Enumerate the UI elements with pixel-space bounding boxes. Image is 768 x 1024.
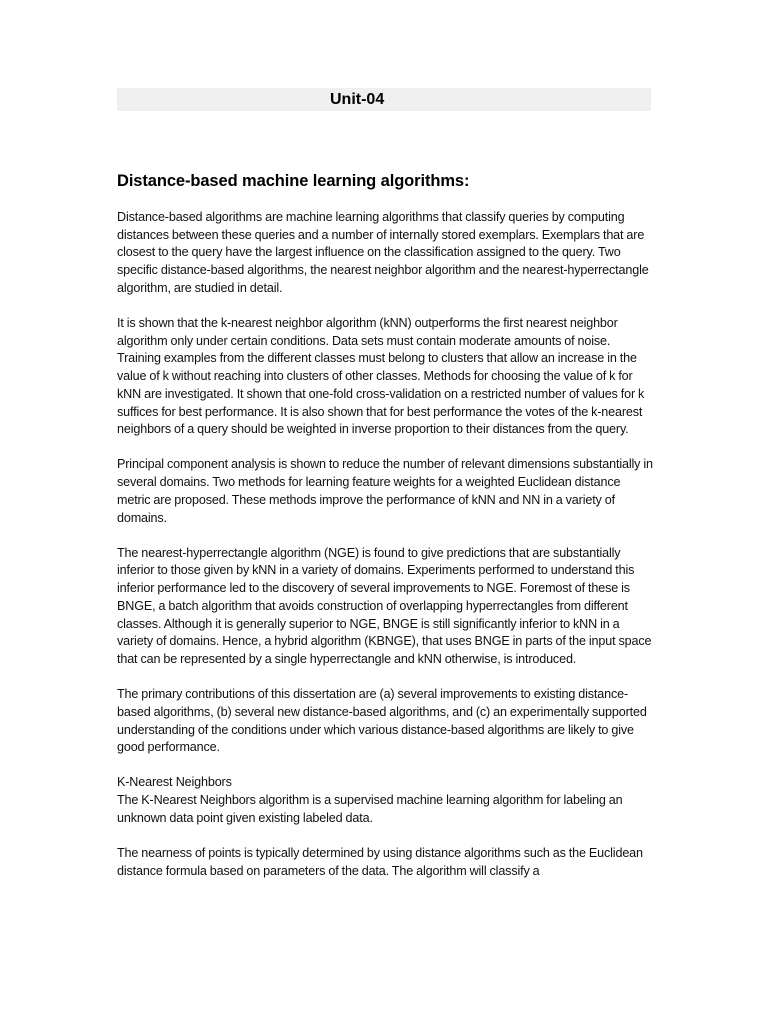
spacer (117, 439, 655, 457)
spacer (117, 828, 655, 846)
unit-title: Unit-04 (330, 91, 385, 108)
spacer (117, 527, 655, 545)
knn-subheading: K-Nearest Neighbors (117, 775, 232, 790)
section-heading: Distance-based machine learning algorithms: (117, 172, 470, 190)
spacer (117, 669, 655, 687)
spacer (117, 298, 655, 316)
paragraph-nge: The nearest-hyperrectangle algorithm (NGE) is found to give predictions that are substantially inferior to those given by kNN in a variety of domains. Experiments performed to understand this inferior performance led to the discovery of several improvements to NGE. Foremost of these is BNGE, a batch algorithm that avoids construction of overlapping hyperrectangles from different classes. Although it is generally superior to NGE, BNGE is still significantly inferior to kNN in a variety of domains. Hence, a hybrid algorithm (KBNGE), that uses BNGE in parts of the input space that can be represented by a single hyperrectangle and kNN otherwise, is introduced. (117, 545, 652, 666)
paragraph-nearness: The nearness of points is typically determined by using distance algorithms such as the Euclidean distance formula based on parameters of the data. The algorithm will classify a (117, 846, 643, 878)
document-body (117, 170, 655, 881)
spacer (117, 192, 655, 209)
spacer (117, 757, 655, 775)
paragraph-pca: Principal component analysis is shown to reduce the number of relevant dimensions substantially in several domains. Two methods for learning feature weights for a weighted Euclidean distance metric are proposed. These methods improve the performance of kNN and NN in a variety of domains. (117, 457, 653, 525)
paragraph-intro: Distance-based algorithms are machine learning algorithms that classify queries by computing distances between these queries and a number of internally stored exemplars. Exemplars that are closest to the query have the largest influence on the classification assigned to the query. Two specific distance-based algorithms, the nearest neighbor algorithm and the nearest-hyperrectangle algorithm, are studied in detail. (117, 210, 649, 295)
paragraph-knn-conditions: It is shown that the k-nearest neighbor algorithm (kNN) outperforms the first nearest neighbor algorithm only under certain conditions. Data sets must contain moderate amounts of noise. Training examples from the different classes must belong to clusters that allow an increase in the value of k without reaching into clusters of other classes. Methods for choosing the value of k for kNN are investigated. It shown that one-fold cross-validation on a restricted number of values for k suffices for best performance. It is also shown that for best performance the votes of the k-nearest neighbors of a query should be weighted in inverse proportion to their distances from the query. (117, 316, 645, 437)
paragraph-contributions: The primary contributions of this dissertation are (a) several improvements to existing distance-based algorithms, (b) several new distance-based algorithms, and (c) an experimentally supported understanding of the conditions under which various distance-based algorithms are likely to give good performance. (117, 687, 647, 755)
paragraph-knn-definition: The K-Nearest Neighbors algorithm is a supervised machine learning algorithm for labeling an unknown data point given existing labeled data. (117, 793, 623, 825)
